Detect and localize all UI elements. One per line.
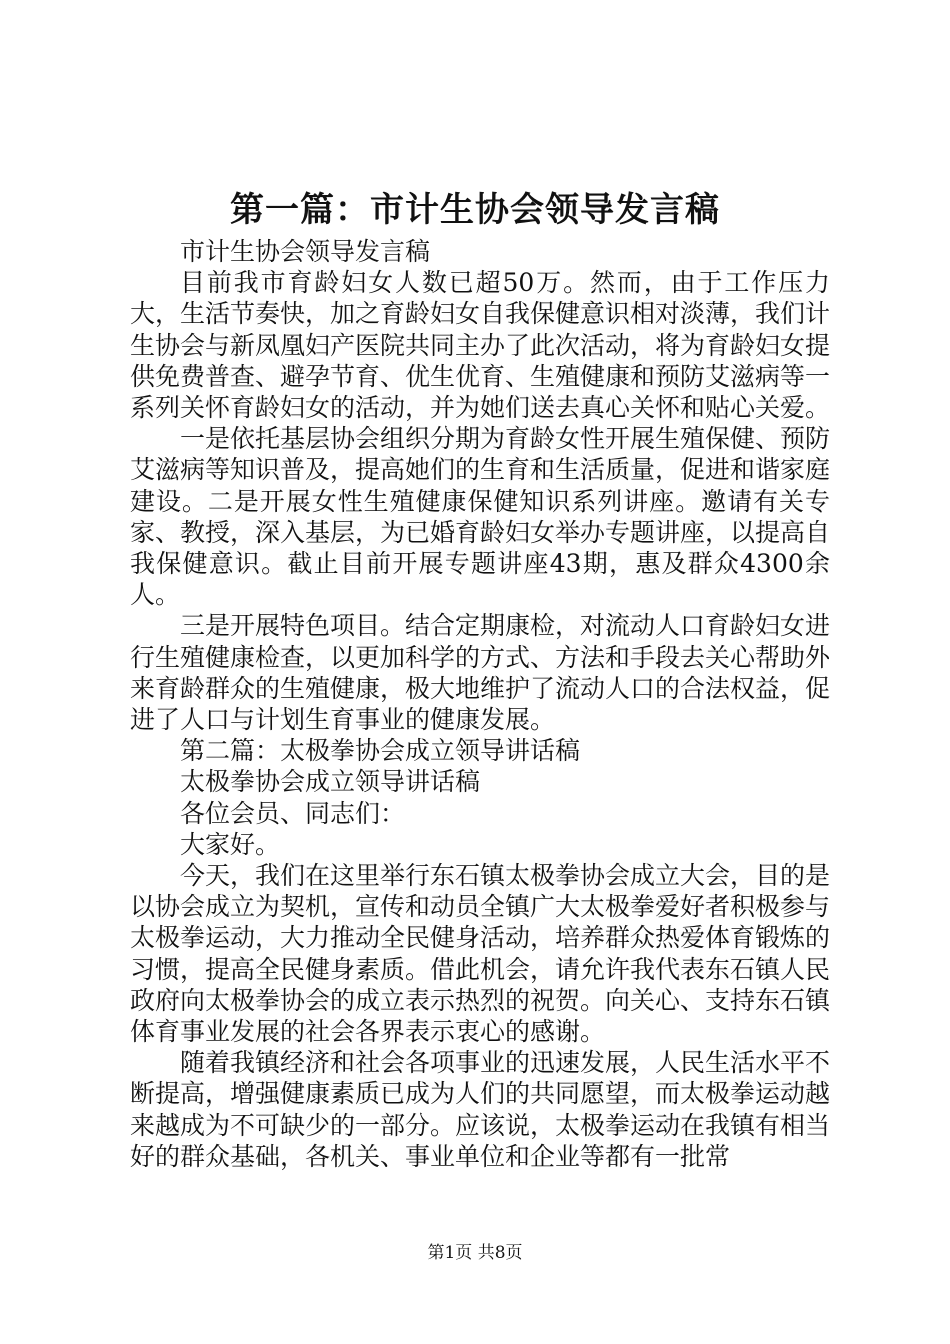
paragraph: 目前我市育龄妇女人数已超50万。然而，由于工作压力大，生活节奏快，加之育龄妇女自我保健意识相对淡薄，我们计生协会与新凤凰妇产医院共同主办了此次活动，将为育龄妇女提供免费普查、避孕节育、优生优育、生殖健康和预防艾滋病等一系列关怀育龄妇女的活动，并为她们送去真心关怀和贴心关爱。 [130, 268, 831, 423]
document-body [130, 236, 830, 1172]
paragraph-subtitle-1: 市计生协会领导发言稿 [180, 237, 431, 266]
salutation: 各位会员、同志们： [180, 798, 406, 828]
paragraph: 随着我镇经济和社会各项事业的迅速发展，人民生活水平不断提高，增强健康素质已成为人们的共同愿望，而太极拳运动越来越成为不可缺少的一部分。应该说，太极拳运动在我镇有相当好的群众基础，各机关、事业单位和企业等都有一批常 [130, 1048, 831, 1171]
paragraph-subtitle-2: 太极拳协会成立领导讲话稿 [180, 767, 481, 797]
paragraph: 三是开展特色项目。结合定期康检，对流动人口育龄妇女进行生殖健康检查，以更加科学的方式、方法和手段去关心帮助外来育龄群众的生殖健康，极大地维护了流动人口的合法权益，促进了人口与计划生育事业的健康发展。 [130, 611, 831, 735]
paragraph: 一是依托基层协会组织分期为育龄女性开展生殖保健、预防艾滋病等知识普及，提高她们的生育和生活质量，促进和谐家庭建设。二是开展女性生殖健康保健知识系列讲座。邀请有关专家、教授，深入基层，为已婚育龄妇女举办专题讲座，以提高自我保健意识。截止目前开展专题讲座43期，惠及群众4300余人。 [130, 424, 831, 610]
document-title: 第一篇：市计生协会领导发言稿 [230, 190, 720, 230]
page-number: 第1页 共8页 [427, 1243, 523, 1263]
greeting: 大家好。 [180, 829, 281, 859]
section-heading-2: 第二篇：太极拳协会成立领导讲话稿 [180, 736, 581, 766]
paragraph: 今天，我们在这里举行东石镇太极拳协会成立大会，目的是以协会成立为契机，宣传和动员全镇广大太极拳爱好者积极参与太极拳运动，大力推动全民健身活动，培养群众热爱体育锻炼的习惯，提高全民健身素质。借此机会，请允许我代表东石镇人民政府向太极拳协会的成立表示热烈的祝贺。向关心、支持东石镇体育事业发展的社会各界表示衷心的感谢。 [130, 861, 831, 1047]
